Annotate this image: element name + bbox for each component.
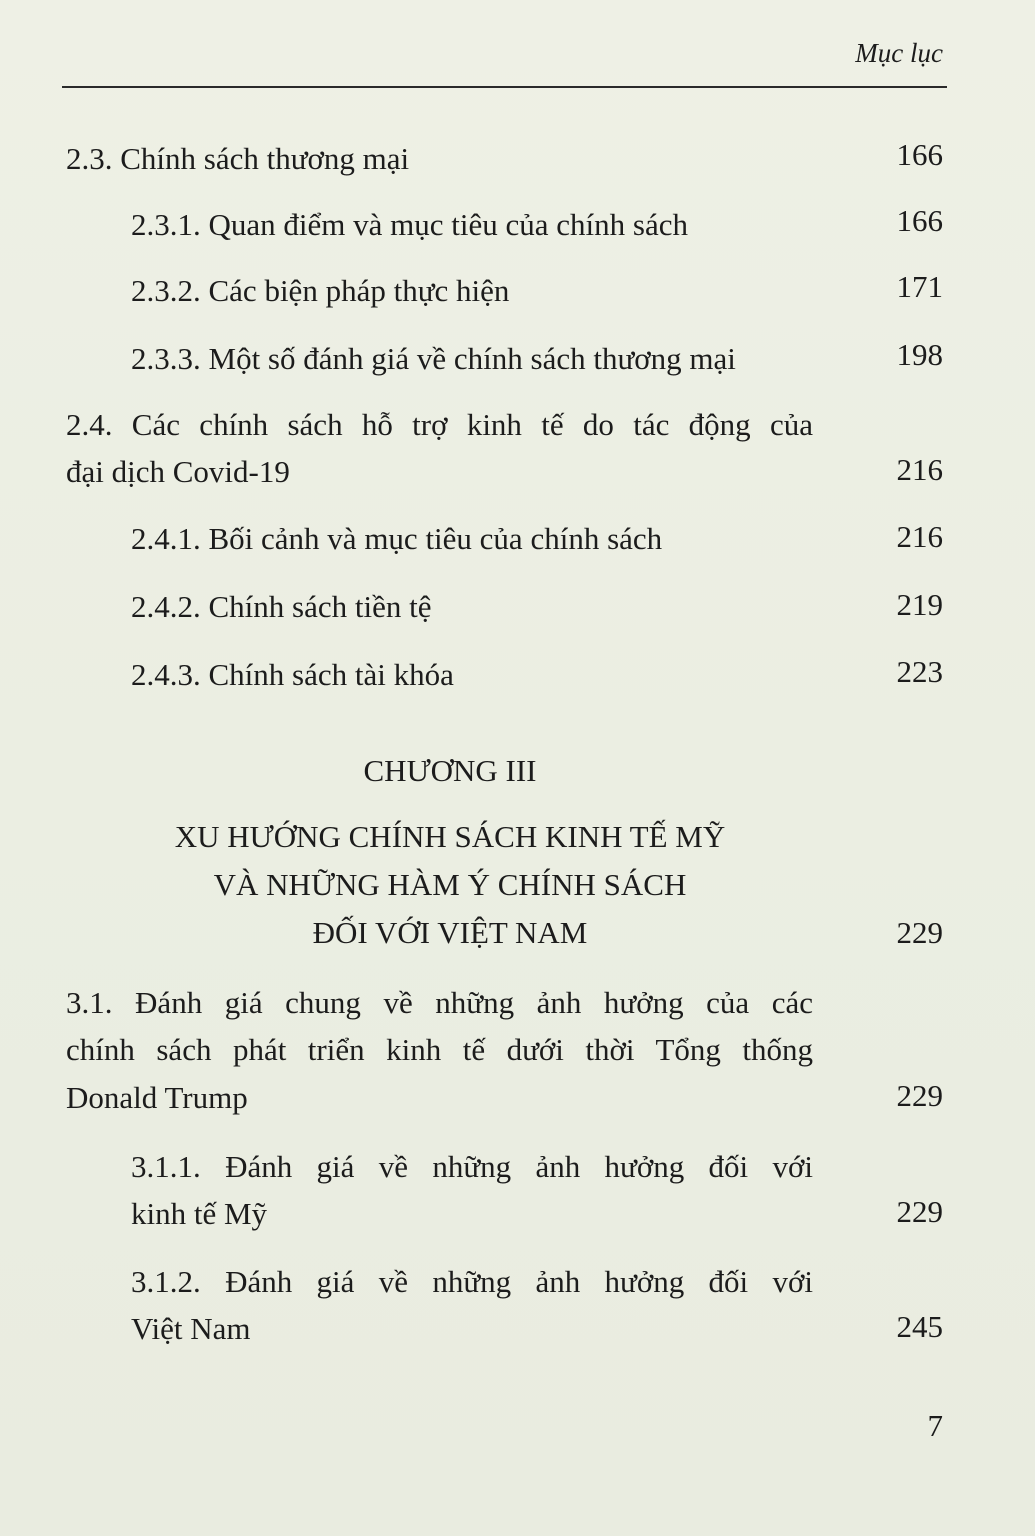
header-rule (62, 86, 947, 88)
toc-entry-2-3-2-title: 2.3.2. Các biện pháp thực hiện (131, 273, 510, 308)
toc-entry-3-1-title-line2: chính sách phát triển kinh tế dưới thời Tổng thống (66, 1032, 813, 1067)
toc-entry-2-4-page: 216 (896, 452, 943, 487)
toc-entry-2-3-title: 2.3. Chính sách thương mại (66, 141, 410, 176)
toc-entry-2-4-title-line1: 2.4. Các chính sách hỗ trợ kinh tế do tác động của (66, 407, 813, 442)
toc-entry-2-3-3-title: 2.3.3. Một số đánh giá về chính sách thương mại (131, 341, 736, 376)
running-head-title: Mục lục (855, 38, 943, 68)
toc-entry-2-4-3-page: 223 (896, 654, 943, 689)
toc-entry-2-3-page: 166 (896, 137, 943, 172)
toc-entry-2-4-3-title: 2.4.3. Chính sách tài khóa (131, 657, 454, 692)
toc-entry-2-4-title-line2: đại dịch Covid-19 (66, 454, 290, 489)
page-number: 7 (927, 1408, 943, 1443)
chapter-page: 229 (896, 915, 943, 950)
toc-entry-3-1-1-title-line1: 3.1.1. Đánh giá về những ảnh hưởng đối với (131, 1149, 813, 1184)
toc-entry-2-3-3-page: 198 (896, 337, 943, 372)
toc-entry-2-3-1-page: 166 (896, 203, 943, 238)
toc-entry-3-1-2-title-line2: Việt Nam (131, 1311, 251, 1346)
toc-entry-2-4-1-title: 2.4.1. Bối cảnh và mục tiêu của chính sách (131, 521, 663, 556)
toc-entry-3-1-1-page: 229 (896, 1194, 943, 1229)
toc-entry-2-4-1-page: 216 (896, 519, 943, 554)
toc-entry-3-1-title-line1: 3.1. Đánh giá chung về những ảnh hưởng của các (66, 985, 813, 1020)
toc-entry-2-3-2-page: 171 (896, 269, 943, 304)
toc-entry-3-1-2-title-line1: 3.1.2. Đánh giá về những ảnh hưởng đối với (131, 1264, 813, 1299)
toc-entry-3-1-2-page: 245 (896, 1309, 943, 1344)
toc-entry-2-4-2-page: 219 (896, 587, 943, 622)
chapter-title-line3: ĐỐI VỚI VIỆT NAM (312, 915, 588, 950)
chapter-title-line2: VÀ NHỮNG HÀM Ý CHÍNH SÁCH (213, 867, 687, 902)
chapter-label: CHƯƠNG III (363, 753, 537, 788)
toc-entry-3-1-1-title-line2: kinh tế Mỹ (131, 1196, 268, 1231)
toc-entry-2-4-2-title: 2.4.2. Chính sách tiền tệ (131, 589, 432, 624)
toc-entry-3-1-page: 229 (896, 1078, 943, 1113)
chapter-title-line1: XU HƯỚNG CHÍNH SÁCH KINH TẾ MỸ (174, 819, 726, 854)
toc-entry-2-3-1-title: 2.3.1. Quan điểm và mục tiêu của chính sách (131, 207, 688, 242)
toc-entry-3-1-title-line3: Donald Trump (66, 1080, 248, 1115)
